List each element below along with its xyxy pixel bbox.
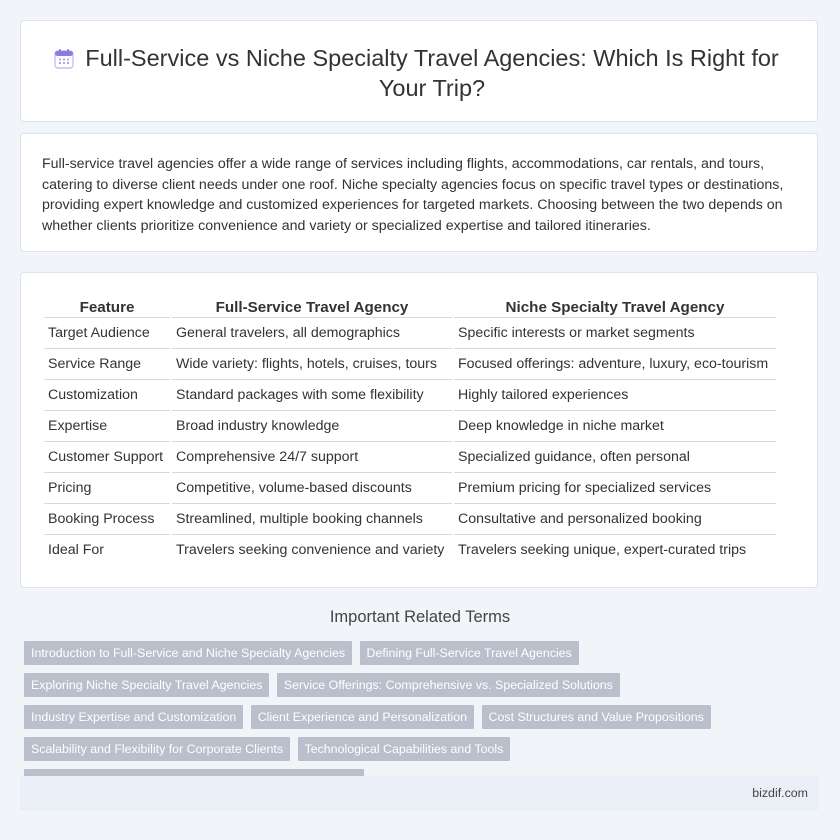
niche-cell: Highly tailored experiences [454, 380, 776, 411]
table-row [44, 535, 776, 565]
related-term-tag[interactable]: Technological Capabilities and Tools [298, 737, 511, 761]
comparison-card [20, 272, 818, 588]
full-service-cell: Broad industry knowledge [172, 411, 452, 442]
table-row [44, 349, 776, 380]
niche-cell: Focused offerings: adventure, luxury, eco-tourism [454, 349, 776, 380]
table-row [44, 504, 776, 535]
niche-cell: Travelers seeking unique, expert-curated trips [458, 542, 747, 558]
related-term-tag[interactable]: Service Offerings: Comprehensive vs. Specialized Solutions [277, 673, 620, 697]
full-service-cell: Comprehensive 24/7 support [172, 442, 452, 473]
niche-cell: Consultative and personalized booking [454, 504, 776, 535]
related-term-tag[interactable]: Exploring Niche Specialty Travel Agencies [24, 673, 269, 697]
full-service-cell: Travelers seeking convenience and variety [176, 542, 445, 558]
column-header-niche: Niche Specialty Travel Agency [454, 297, 776, 318]
feature-cell: Booking Process [44, 504, 170, 535]
niche-cell: Deep knowledge in niche market [454, 411, 776, 442]
table-row [44, 473, 776, 504]
full-service-cell: Wide variety: flights, hotels, cruises, tours [172, 349, 452, 380]
full-service-cell: General travelers, all demographics [172, 318, 452, 349]
related-term-tag[interactable]: Defining Full-Service Travel Agencies [360, 641, 579, 665]
feature-cell: Customer Support [44, 442, 170, 473]
related-term-tag[interactable]: Cost Structures and Value Propositions [482, 705, 711, 729]
page-title: Full-Service vs Niche Specialty Travel Agencies: Which Is Right for Your Trip? [85, 45, 779, 101]
footer-site-link[interactable]: bizdif.com [752, 786, 808, 800]
comparison-table [42, 297, 778, 565]
header-card [20, 20, 818, 122]
table-row [44, 380, 776, 411]
full-service-cell: Competitive, volume-based discounts [172, 473, 452, 504]
feature-cell: Expertise [44, 411, 170, 442]
intro-paragraph: Full-service travel agencies offer a wide range of services including flights, accommodations, car rentals, and tours, catering to diverse client needs under one roof. Niche specialty agencies focus on specific travel types or destinations, providing expert knowledge and customized experiences for targeted markets. Choosing between the two depends on whether clients prioritize convenience and variety or specialized expertise and tailored itineraries. [42, 156, 784, 234]
feature-cell: Pricing [44, 473, 170, 504]
niche-cell: Specific interests or market segments [454, 318, 776, 349]
feature-cell: Ideal For [48, 542, 104, 558]
intro-card [20, 133, 818, 252]
table-header-row [44, 297, 776, 318]
table-row [44, 411, 776, 442]
niche-cell: Specialized guidance, often personal [454, 442, 776, 473]
related-terms-heading: Important Related Terms [329, 608, 511, 626]
column-header-full-service: Full-Service Travel Agency [172, 297, 452, 318]
table-row [44, 318, 776, 349]
niche-cell: Premium pricing for specialized services [454, 473, 776, 504]
feature-cell: Service Range [44, 349, 170, 380]
table-row [44, 442, 776, 473]
related-term-tag[interactable]: Introduction to Full-Service and Niche Specialty Agencies [24, 641, 352, 665]
related-term-tag[interactable]: Client Experience and Personalization [251, 705, 474, 729]
feature-cell: Customization [44, 380, 170, 411]
footer [20, 776, 818, 810]
feature-cell: Target Audience [44, 318, 170, 349]
related-term-tag[interactable]: Scalability and Flexibility for Corporate Clients [24, 737, 290, 761]
related-term-tag[interactable]: Industry Expertise and Customization [24, 705, 243, 729]
full-service-cell: Standard packages with some flexibility [172, 380, 452, 411]
full-service-cell: Streamlined, multiple booking channels [172, 504, 452, 535]
column-header-feature: Feature [44, 297, 170, 318]
